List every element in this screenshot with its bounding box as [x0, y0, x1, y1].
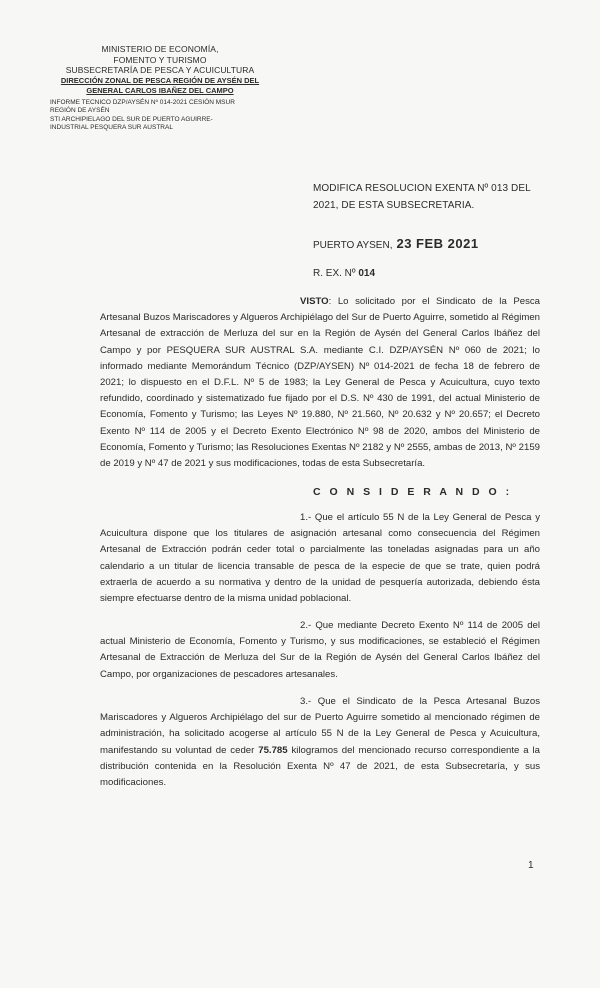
considerando-1-text: 1.- Que el artículo 55 N de la Ley General de Pesca y Acuicultura dispone que los titulares de asignación artesanal como consecuencia del Régimen Artesanal de Extracción podrán ceder total o parcialmente las toneladas asignadas para un año calendario a un titular de licencia transable de pesca de la especie de que se trate, quien podrá extraerla de acuerdo a su normativa y dentro de la unidad de pesquería autorizada, debiendo ésta siempre efectuarse dentro de la misma unidad poblacional. — [100, 512, 540, 605]
visto-label: VISTO — [300, 296, 329, 307]
considerando-paragraph-3 — [100, 694, 540, 791]
considerando-2-text: 2.- Que mediante Decreto Exento Nº 114 de 2005 del actual Ministerio de Economía, Fomento y Turismo, y sus modificaciones, se estableció el Régimen Artesanal de Extracción de Merluza del Sur de la Región de Aysén del General Carlos Ibáñez del Campo, por organizaciones de pescadores artesanales. — [100, 620, 540, 680]
rex-number: 014 — [358, 268, 376, 279]
header-ministry-cont: FOMENTO Y TURISMO — [113, 54, 207, 65]
place-date — [313, 236, 479, 251]
rex-label: R. EX. Nº — [313, 268, 356, 279]
considerando-paragraph-2 — [100, 618, 540, 683]
page-number: 1 — [528, 860, 534, 871]
visto-text: : Lo solicitado por el Sindicato de la Pesca Artesanal Buzos Mariscadores y Algueros Archipiélago del Sur de Puerto Aguirre, sometido al Régimen Artesanal de extracción de Merluza del sur en la Región de Aysén del General Carlos Ibáñez del Campo y por PESQUERA SUR AUSTRAL S.A. mediante C.I. DZP/AYSÉN Nº 060 de 2021; lo informado mediante Memorándum Técnico (DZP/AYSEN) Nº 014-2021 de fecha 18 de febrero de 2021; lo dispuesto en el D.F.L. Nº 5 de 1983; la Ley General de Pesca y Acuicultura, cuyo texto refundido, coordinado y sistematizado fue fijado por el D.S. Nº 430 de 1991, del actual Ministerio de Economía, Fomento y Turismo; las Leyes Nº 19.880, Nº 21.560, Nº 20.632 y Nº 20.657; el Decreto Exento Nº 114 de 2005 y el Decreto Exento Electrónico Nº 98 de 2020, ambos del Ministerio de Economía, Fomento y Turismo; las Resoluciones Exentas Nº 2182 y Nº 2555, ambas de 2013, Nº 2159 de 2019 y Nº 47 de 2021 y sus modificaciones, todas de esta Subsecretaría. — [100, 296, 540, 470]
header-region: GENERAL CARLOS IBAÑEZ DEL CAMPO — [86, 86, 234, 95]
considerando-3-text-b: kilogramos del mencionado recurso correspondiente a la distribución contenida en la Resolución Exenta Nº 47 de 2021, de esta Subsecretaría, y sus modificaciones. — [100, 744, 541, 789]
date-stamp: 23 FEB 2021 — [396, 236, 479, 251]
header-zonal-direction: DIRECCIÓN ZONAL DE PESCA REGIÓN DE AYSÉN DEL — [60, 75, 260, 85]
header-subsecretary: SUBSECRETARÍA DE PESCA Y ACUICULTURA — [65, 65, 255, 75]
place: PUERTO AYSEN, — [313, 240, 393, 251]
header-ministry: MINISTERIO DE ECONOMÍA, — [101, 44, 219, 54]
resolution-number — [313, 268, 375, 279]
ceded-amount: 75.785 — [258, 744, 288, 756]
resolution-title: MODIFICA RESOLUCION EXENTA Nº 013 DEL 2021, DE ESTA SUBSECRETARIA. — [313, 183, 531, 211]
considerando-3-text-a: 3.- Que el Sindicato de la Pesca Artesanal Buzos Mariscadores y Algueros Archipiélago del sur de Puerto Aguirre sometido al mencionado régimen de administración, ha solicitado acogerse al artículo 55 N de la Ley General de Pesca y Acuicultura, manifestando su voluntad de ceder — [100, 696, 540, 756]
header-report-region: REGIÓN DE AYSÉN — [50, 107, 110, 114]
header-syndicate: STI ARCHIPIELAGO DEL SUR DE PUERTO AGUIRRE- — [50, 115, 213, 123]
considerando-heading: C O N S I D E R A N D O : — [313, 486, 513, 498]
letterhead — [50, 44, 270, 133]
header-report-ref: INFORME TECNICO DZP/AYSÉN Nº 014-2021 CESIÓN MSUR — [50, 98, 235, 106]
considerando-paragraph-1 — [100, 510, 540, 607]
visto-paragraph — [100, 294, 540, 472]
header-industrial: INDUSTRIAL PESQUERA SUR AUSTRAL — [50, 124, 173, 131]
